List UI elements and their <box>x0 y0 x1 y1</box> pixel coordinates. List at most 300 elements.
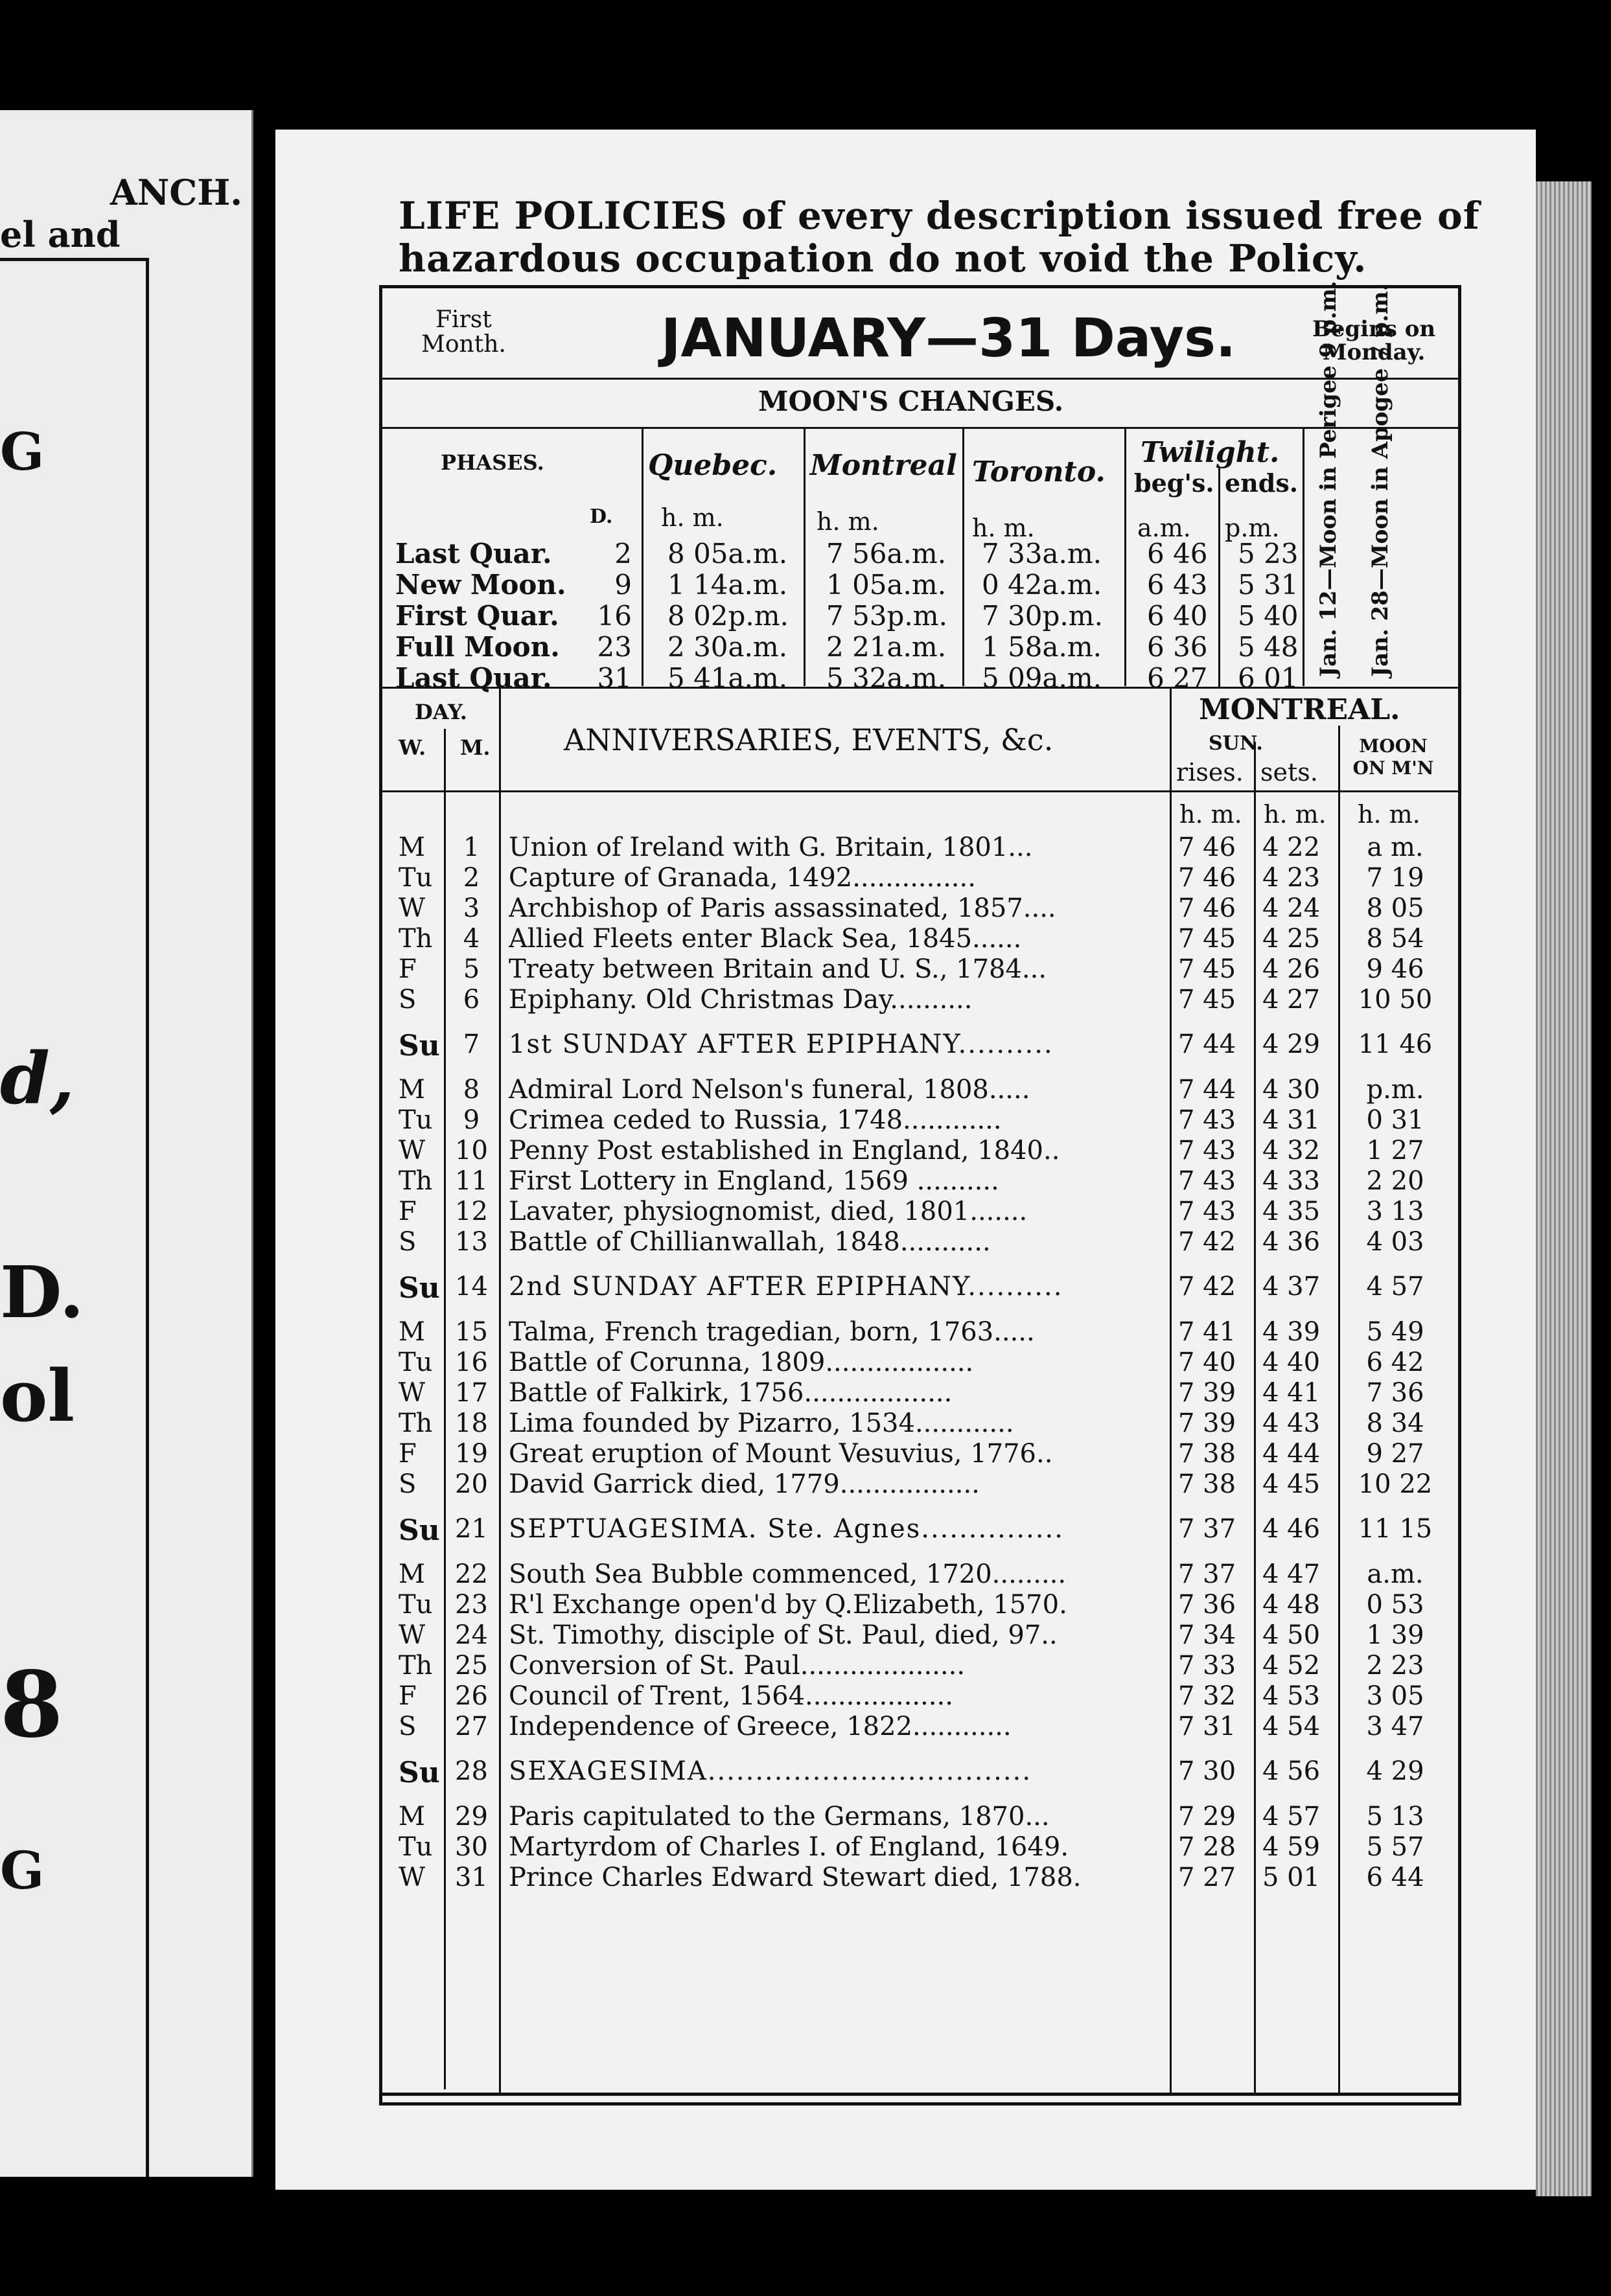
phase-name: Full Moon. <box>395 631 560 663</box>
calendar-row <box>382 1802 1452 1831</box>
event-text: South Sea Bubble commenced, 1720......... <box>509 1559 1067 1589</box>
sunrise-time: 7 36 <box>1178 1590 1236 1620</box>
monthday: 7 <box>463 1029 480 1059</box>
calendar-row <box>382 985 1452 1015</box>
sunset-time: 4 31 <box>1262 1105 1321 1135</box>
sunrise-time: 7 31 <box>1178 1712 1236 1741</box>
event-text: Council of Trent, 1564.................. <box>509 1681 953 1711</box>
weekday: F <box>399 954 417 984</box>
sunrise-time: 7 46 <box>1178 863 1236 893</box>
weekday: Tu <box>399 1832 433 1862</box>
moon-header: MOON ON M'N <box>1352 735 1434 779</box>
rule <box>382 790 1458 792</box>
sunrise-time: 7 30 <box>1178 1756 1236 1786</box>
sunset-time: 4 26 <box>1262 954 1321 984</box>
event-text: R'l Exchange open'd by Q.Elizabeth, 1570. <box>509 1590 1067 1620</box>
weekday: Th <box>399 1651 433 1681</box>
weekday: W <box>399 1136 426 1165</box>
sunset-time: 4 32 <box>1262 1136 1321 1165</box>
sun-header: SUN. <box>1209 732 1263 755</box>
event-text: David Garrick died, 1779................. <box>509 1469 980 1499</box>
sunset-time: 4 29 <box>1262 1029 1321 1059</box>
calendar-row <box>382 1227 1452 1257</box>
moon-on-meridian: 9 46 <box>1366 954 1424 984</box>
sunrise-time: 7 40 <box>1178 1348 1236 1377</box>
calendar-row <box>382 1439 1452 1469</box>
sunset-time: 4 27 <box>1262 985 1321 1015</box>
rule <box>382 378 1458 380</box>
quebec-time: 8 02p.m. <box>667 600 789 632</box>
event-text: Lima founded by Pizarro, 1534............ <box>509 1408 1014 1438</box>
moon-on-meridian: 10 50 <box>1358 985 1433 1015</box>
sunset-time: 4 22 <box>1262 832 1321 862</box>
sunrise-time: 7 43 <box>1178 1136 1236 1165</box>
weekday: Th <box>399 1408 433 1438</box>
montreal-time: 2 21a.m. <box>826 631 947 663</box>
event-text: Lavater, physiognomist, died, 1801....... <box>509 1197 1028 1226</box>
sunset-time: 4 48 <box>1262 1590 1321 1620</box>
montreal-time: 7 53p.m. <box>826 600 947 632</box>
moon-on-meridian: 1 27 <box>1366 1136 1424 1165</box>
weekday: F <box>399 1439 417 1469</box>
sunset-time: 4 46 <box>1262 1514 1321 1544</box>
weekday: Tu <box>399 1590 433 1620</box>
monthday: 14 <box>455 1272 488 1302</box>
sunrise-time: 7 37 <box>1178 1559 1236 1589</box>
sunrise-time: 7 46 <box>1178 893 1236 923</box>
event-text: Epiphany. Old Christmas Day.......... <box>509 985 973 1015</box>
event-text: Battle of Corunna, 1809.................. <box>509 1348 974 1377</box>
twilight-ends: 6 01 <box>1238 662 1299 694</box>
sunrise-time: 7 41 <box>1178 1317 1236 1347</box>
toronto-time: 0 42a.m. <box>982 569 1102 601</box>
insurance-banner <box>399 194 1480 281</box>
sunrise-time: 7 45 <box>1178 924 1236 954</box>
moon-unit: h. m. <box>1358 800 1420 829</box>
monthday: 16 <box>455 1348 488 1377</box>
twilight-ends: 5 48 <box>1238 631 1299 663</box>
toronto-time: 1 58a.m. <box>982 631 1102 663</box>
phase-name: First Quar. <box>395 600 559 632</box>
calendar-row <box>382 1832 1452 1862</box>
event-text: Battle of Chillianwallah, 1848........... <box>509 1227 991 1257</box>
sunrise-time: 7 43 <box>1178 1105 1236 1135</box>
rule <box>1303 427 1304 686</box>
calendar-row <box>382 1651 1452 1681</box>
event-text: Prince Charles Edward Stewart died, 1788. <box>509 1863 1082 1892</box>
rule <box>382 687 1458 689</box>
calendar-row <box>382 1136 1452 1165</box>
sunrise-time: 7 28 <box>1178 1832 1236 1862</box>
calendar-row <box>382 1197 1452 1226</box>
calendar-row <box>382 1317 1452 1347</box>
moon-on-meridian: 0 53 <box>1366 1590 1424 1620</box>
phase-day: 23 <box>597 631 632 663</box>
left-page-fragment: el and <box>0 214 121 255</box>
moon-on-meridian: 5 57 <box>1366 1832 1424 1862</box>
quebec-unit: h. m. <box>661 503 724 532</box>
montreal-time: 1 05a.m. <box>826 569 947 601</box>
weekday: Su <box>399 1756 440 1789</box>
montreal-header: Montreal <box>810 449 957 482</box>
moon-on-meridian: 2 20 <box>1366 1166 1424 1196</box>
sunset-time: 4 41 <box>1262 1378 1321 1408</box>
sunset-time: 4 53 <box>1262 1681 1321 1711</box>
calendar-row <box>382 863 1452 893</box>
moon-on-meridian: 3 05 <box>1366 1681 1424 1711</box>
sunrise-time: 7 32 <box>1178 1681 1236 1711</box>
quebec-time: 2 30a.m. <box>667 631 788 663</box>
sunrise-time: 7 44 <box>1178 1029 1236 1059</box>
weekday-header: W. <box>399 735 426 760</box>
calendar-row <box>382 1378 1452 1408</box>
sunrise-time: 7 44 <box>1178 1075 1236 1105</box>
event-text: Treaty between Britain and U. S., 1784... <box>509 954 1047 984</box>
weekday: F <box>399 1681 417 1711</box>
weekday: F <box>399 1197 417 1226</box>
sunset-time: 4 35 <box>1262 1197 1321 1226</box>
event-text: Capture of Granada, 1492............... <box>509 863 976 893</box>
montreal-time: 7 56a.m. <box>826 538 947 569</box>
twilight-ends-header: ends. <box>1225 468 1298 498</box>
monthday: 28 <box>455 1756 488 1786</box>
moon-on-meridian: 11 46 <box>1358 1029 1433 1059</box>
page-stack-edge <box>1536 181 1592 2196</box>
sunday-row <box>382 1029 1452 1062</box>
twilight-ends: 5 23 <box>1238 538 1299 569</box>
weekday: M <box>399 1317 425 1347</box>
event-text: Battle of Falkirk, 1756.................. <box>509 1378 953 1408</box>
sunrise-time: 7 42 <box>1178 1272 1236 1302</box>
monthday: 18 <box>455 1408 488 1438</box>
phase-name: Last Quar. <box>395 662 552 694</box>
monthday: 26 <box>455 1681 488 1711</box>
sunset-time: 4 39 <box>1262 1317 1321 1347</box>
weekday: M <box>399 1075 425 1105</box>
montreal-unit: h. m. <box>817 507 879 536</box>
phase-row <box>395 631 1303 661</box>
day-unit: D. <box>590 505 613 528</box>
day-header: DAY. <box>415 700 467 724</box>
phase-row <box>395 538 1303 568</box>
weekday: Tu <box>399 863 433 893</box>
moon-on-meridian: 6 42 <box>1366 1348 1424 1377</box>
weekday: W <box>399 893 426 923</box>
moon-on-meridian: 11 15 <box>1358 1514 1433 1544</box>
moon-on-meridian: 3 13 <box>1366 1197 1424 1226</box>
sets-unit: h. m. <box>1264 800 1327 829</box>
weekday: M <box>399 832 425 862</box>
sunset-time: 4 23 <box>1262 863 1321 893</box>
monthday: 30 <box>455 1832 488 1862</box>
left-page-fragment: 8 <box>0 1652 64 1758</box>
moon-on-meridian: 10 22 <box>1358 1469 1433 1499</box>
calendar-row <box>382 893 1452 923</box>
sunrise-time: 7 27 <box>1178 1863 1236 1892</box>
event-text: Admiral Lord Nelson's funeral, 1808..... <box>509 1075 1030 1105</box>
monthday: 20 <box>455 1469 488 1499</box>
monthday: 6 <box>463 985 480 1015</box>
twilight-header: Twilight. <box>1141 436 1280 469</box>
weekday: M <box>399 1559 425 1589</box>
rule <box>382 427 1458 429</box>
event-text: Conversion of St. Paul.................... <box>509 1651 966 1681</box>
monthday: 24 <box>455 1620 488 1650</box>
monthday: 5 <box>463 954 480 984</box>
calendar-row <box>382 1590 1452 1620</box>
sunrise-time: 7 38 <box>1178 1439 1236 1469</box>
weekday: Su <box>399 1272 440 1305</box>
toronto-header: Toronto. <box>972 455 1106 488</box>
toronto-time: 5 09a.m. <box>982 662 1102 694</box>
moon-on-meridian: p.m. <box>1366 1075 1424 1105</box>
event-text: SEXAGESIMA.................................. <box>509 1756 1032 1786</box>
event-text: SEPTUAGESIMA. Ste. Agnes............... <box>509 1514 1064 1544</box>
phases-header: PHASES. <box>441 450 544 475</box>
moon-on-meridian: 4 03 <box>1366 1227 1424 1257</box>
moon-on-meridian: 0 31 <box>1366 1105 1424 1135</box>
toronto-time: 7 33a.m. <box>982 538 1102 569</box>
moon-on-meridian: 7 19 <box>1366 863 1424 893</box>
weekday: M <box>399 1802 425 1831</box>
calendar-row <box>382 1105 1452 1135</box>
quebec-header: Quebec. <box>648 449 778 482</box>
sunset-time: 4 47 <box>1262 1559 1321 1589</box>
sunrise-time: 7 33 <box>1178 1651 1236 1681</box>
twilight-ends: 5 40 <box>1238 600 1299 632</box>
banner-line-1: LIFE POLICIES of every description issued free of <box>399 194 1480 238</box>
monthday: 8 <box>463 1075 480 1105</box>
monthday: 4 <box>463 924 480 954</box>
weekday: S <box>399 985 417 1015</box>
sunday-row <box>382 1514 1452 1547</box>
sunrise-time: 7 45 <box>1178 985 1236 1015</box>
banner-line-2: hazardous occupation do not void the Policy. <box>399 236 1367 281</box>
sunrise-time: 7 37 <box>1178 1514 1236 1544</box>
phase-day: 31 <box>597 662 632 694</box>
sunrise-time: 7 39 <box>1178 1408 1236 1438</box>
phase-name: Last Quar. <box>395 538 552 569</box>
phase-day: 16 <box>597 600 632 632</box>
left-page-fragment: G <box>0 1840 45 1901</box>
monthday: 23 <box>455 1590 488 1620</box>
event-text: First Lottery in England, 1569 .......... <box>509 1166 999 1196</box>
phase-day: 9 <box>614 569 632 601</box>
left-page-fragment: ol <box>0 1354 75 1438</box>
monthday: 10 <box>455 1136 488 1165</box>
weekday: W <box>399 1863 426 1892</box>
twilight-begins: 6 40 <box>1147 600 1208 632</box>
sunrise-time: 7 43 <box>1178 1197 1236 1226</box>
event-text: 2nd SUNDAY AFTER EPIPHANY.......... <box>509 1272 1063 1302</box>
weekday: Su <box>399 1029 440 1062</box>
weekday: Tu <box>399 1348 433 1377</box>
rises-unit: h. m. <box>1179 800 1242 829</box>
monthday: 9 <box>463 1105 480 1135</box>
calendar-row <box>382 1469 1452 1499</box>
calendar-row <box>382 1348 1452 1377</box>
monthday: 21 <box>455 1514 488 1544</box>
sunrise-time: 7 45 <box>1178 954 1236 984</box>
moon-on-meridian: 1 39 <box>1366 1620 1424 1650</box>
sunset-time: 5 01 <box>1262 1863 1321 1892</box>
weekday: Tu <box>399 1105 433 1135</box>
left-page-fragment: ANCH. <box>110 172 243 213</box>
rises-header: rises. <box>1176 758 1244 786</box>
calendar-row <box>382 1559 1452 1589</box>
event-text: Union of Ireland with G. Britain, 1801... <box>509 832 1033 862</box>
monthday: 17 <box>455 1378 488 1408</box>
sunset-time: 4 36 <box>1262 1227 1321 1257</box>
twilight-pm-unit: p.m. <box>1225 514 1280 542</box>
sunset-time: 4 59 <box>1262 1832 1321 1862</box>
event-text: Crimea ceded to Russia, 1748............ <box>509 1105 1002 1135</box>
sunset-time: 4 52 <box>1262 1651 1321 1681</box>
montreal-time: 5 32a.m. <box>826 662 947 694</box>
weekday: Th <box>399 1166 433 1196</box>
moon-on-meridian: 7 36 <box>1366 1378 1424 1408</box>
weekday: S <box>399 1469 417 1499</box>
sunrise-time: 7 29 <box>1178 1802 1236 1831</box>
event-text: St. Timothy, disciple of St. Paul, died, 97.. <box>509 1620 1058 1650</box>
calendar-row <box>382 954 1452 984</box>
sunrise-time: 7 43 <box>1178 1166 1236 1196</box>
event-text: Great eruption of Mount Vesuvius, 1776.. <box>509 1439 1053 1469</box>
left-page-fragment: D. <box>0 1250 84 1334</box>
twilight-ends: 5 31 <box>1238 569 1299 601</box>
almanac-page <box>275 130 1536 2190</box>
phase-name: New Moon. <box>395 569 566 601</box>
monthday: 25 <box>455 1651 488 1681</box>
begins-on-label: Begins on Monday. <box>1312 316 1436 365</box>
first-month-label: First Month. <box>421 306 506 358</box>
sunrise-time: 7 34 <box>1178 1620 1236 1650</box>
left-page-fragment: G <box>0 421 45 482</box>
weekday: W <box>399 1378 426 1408</box>
calendar-row <box>382 924 1452 954</box>
monthday: 13 <box>455 1227 488 1257</box>
monthday: 11 <box>455 1166 488 1196</box>
monthday: 22 <box>455 1559 488 1589</box>
twilight-begins: 6 43 <box>1147 569 1208 601</box>
monthday: 3 <box>463 893 480 923</box>
twilight-begins: 6 36 <box>1147 631 1208 663</box>
moon-on-meridian: 3 47 <box>1366 1712 1424 1741</box>
calendar-row <box>382 1408 1452 1438</box>
sunset-time: 4 24 <box>1262 893 1321 923</box>
event-text: Paris capitulated to the Germans, 1870... <box>509 1802 1050 1831</box>
moon-on-meridian: 8 54 <box>1366 924 1424 954</box>
quebec-time: 1 14a.m. <box>667 569 788 601</box>
quebec-time: 8 05a.m. <box>667 538 788 569</box>
twilight-begins: 6 27 <box>1147 662 1208 694</box>
quebec-time: 5 41a.m. <box>667 662 788 694</box>
moon-on-meridian: 8 34 <box>1366 1408 1424 1438</box>
twilight-begins-header: beg's. <box>1134 468 1214 498</box>
sunset-time: 4 37 <box>1262 1272 1321 1302</box>
monthday: 29 <box>455 1802 488 1831</box>
moon-on-meridian: 2 23 <box>1366 1651 1424 1681</box>
sunset-time: 4 25 <box>1262 924 1321 954</box>
moon-on-meridian: 9 27 <box>1366 1439 1424 1469</box>
montreal-section-header: MONTREAL. <box>1199 693 1400 726</box>
sunrise-time: 7 42 <box>1178 1227 1236 1257</box>
sunset-time: 4 44 <box>1262 1439 1321 1469</box>
sunday-row <box>382 1272 1452 1305</box>
sunset-time: 4 40 <box>1262 1348 1321 1377</box>
moon-on-meridian: 6 44 <box>1366 1863 1424 1892</box>
sunset-time: 4 33 <box>1262 1166 1321 1196</box>
left-page-fragment: d, <box>0 1037 75 1120</box>
sunset-time: 4 56 <box>1262 1756 1321 1786</box>
month-title: JANUARY—31 Days. <box>661 308 1236 369</box>
moon-on-meridian: a m. <box>1367 832 1424 862</box>
weekday: S <box>399 1227 417 1257</box>
event-text: Independence of Greece, 1822............ <box>509 1712 1012 1741</box>
weekday: Su <box>399 1514 440 1547</box>
monthday: 2 <box>463 863 480 893</box>
left-facing-page <box>0 110 253 2177</box>
sunrise-time: 7 39 <box>1178 1378 1236 1408</box>
calendar-row <box>382 1681 1452 1711</box>
sunset-time: 4 45 <box>1262 1469 1321 1499</box>
event-text: Allied Fleets enter Black Sea, 1845...... <box>509 924 1022 954</box>
event-text: Martyrdom of Charles I. of England, 1649. <box>509 1832 1069 1862</box>
event-text: Penny Post established in England, 1840.. <box>509 1136 1060 1165</box>
event-text: 1st SUNDAY AFTER EPIPHANY.......... <box>509 1029 1054 1059</box>
event-text: Archbishop of Paris assassinated, 1857.... <box>509 893 1056 923</box>
phase-day: 2 <box>614 538 632 569</box>
sunset-time: 4 50 <box>1262 1620 1321 1650</box>
sunrise-time: 7 46 <box>1178 832 1236 862</box>
monthday: 1 <box>463 832 480 862</box>
monthday: 15 <box>455 1317 488 1347</box>
toronto-unit: h. m. <box>972 514 1035 542</box>
calendar-row <box>382 832 1452 862</box>
twilight-begins: 6 46 <box>1147 538 1208 569</box>
events-header: ANNIVERSARIES, EVENTS, &c. <box>564 722 1054 757</box>
moon-on-meridian: 4 57 <box>1366 1272 1424 1302</box>
sunday-row <box>382 1756 1452 1789</box>
monthday: 19 <box>455 1439 488 1469</box>
monthday: 27 <box>455 1712 488 1741</box>
moon-on-meridian: 5 49 <box>1366 1317 1424 1347</box>
moon-on-meridian: 8 05 <box>1366 893 1424 923</box>
monthday-header: M. <box>460 735 491 760</box>
moon-changes-title: MOON'S CHANGES. <box>758 385 1064 417</box>
perigee-note: Jan. 12—Moon in Perigee 9 p.m. <box>1315 281 1341 677</box>
monthday: 12 <box>455 1197 488 1226</box>
weekday: Th <box>399 924 433 954</box>
sunset-time: 4 54 <box>1262 1712 1321 1741</box>
calendar-row <box>382 1712 1452 1741</box>
monthday: 31 <box>455 1863 488 1892</box>
calendar-row <box>382 1075 1452 1105</box>
toronto-time: 7 30p.m. <box>982 600 1103 632</box>
event-text: Talma, French tragedian, born, 1763..... <box>509 1317 1035 1347</box>
moon-on-meridian: a.m. <box>1367 1559 1424 1589</box>
calendar-row <box>382 1620 1452 1650</box>
calendar-row <box>382 1166 1452 1196</box>
sets-header: sets. <box>1260 758 1318 786</box>
calendar-frame <box>379 281 1461 2106</box>
sunset-time: 4 57 <box>1262 1802 1321 1831</box>
sunrise-time: 7 38 <box>1178 1469 1236 1499</box>
calendar-row <box>382 1863 1452 1892</box>
phase-row <box>395 600 1303 630</box>
weekday: W <box>399 1620 426 1650</box>
phase-row <box>395 569 1303 599</box>
